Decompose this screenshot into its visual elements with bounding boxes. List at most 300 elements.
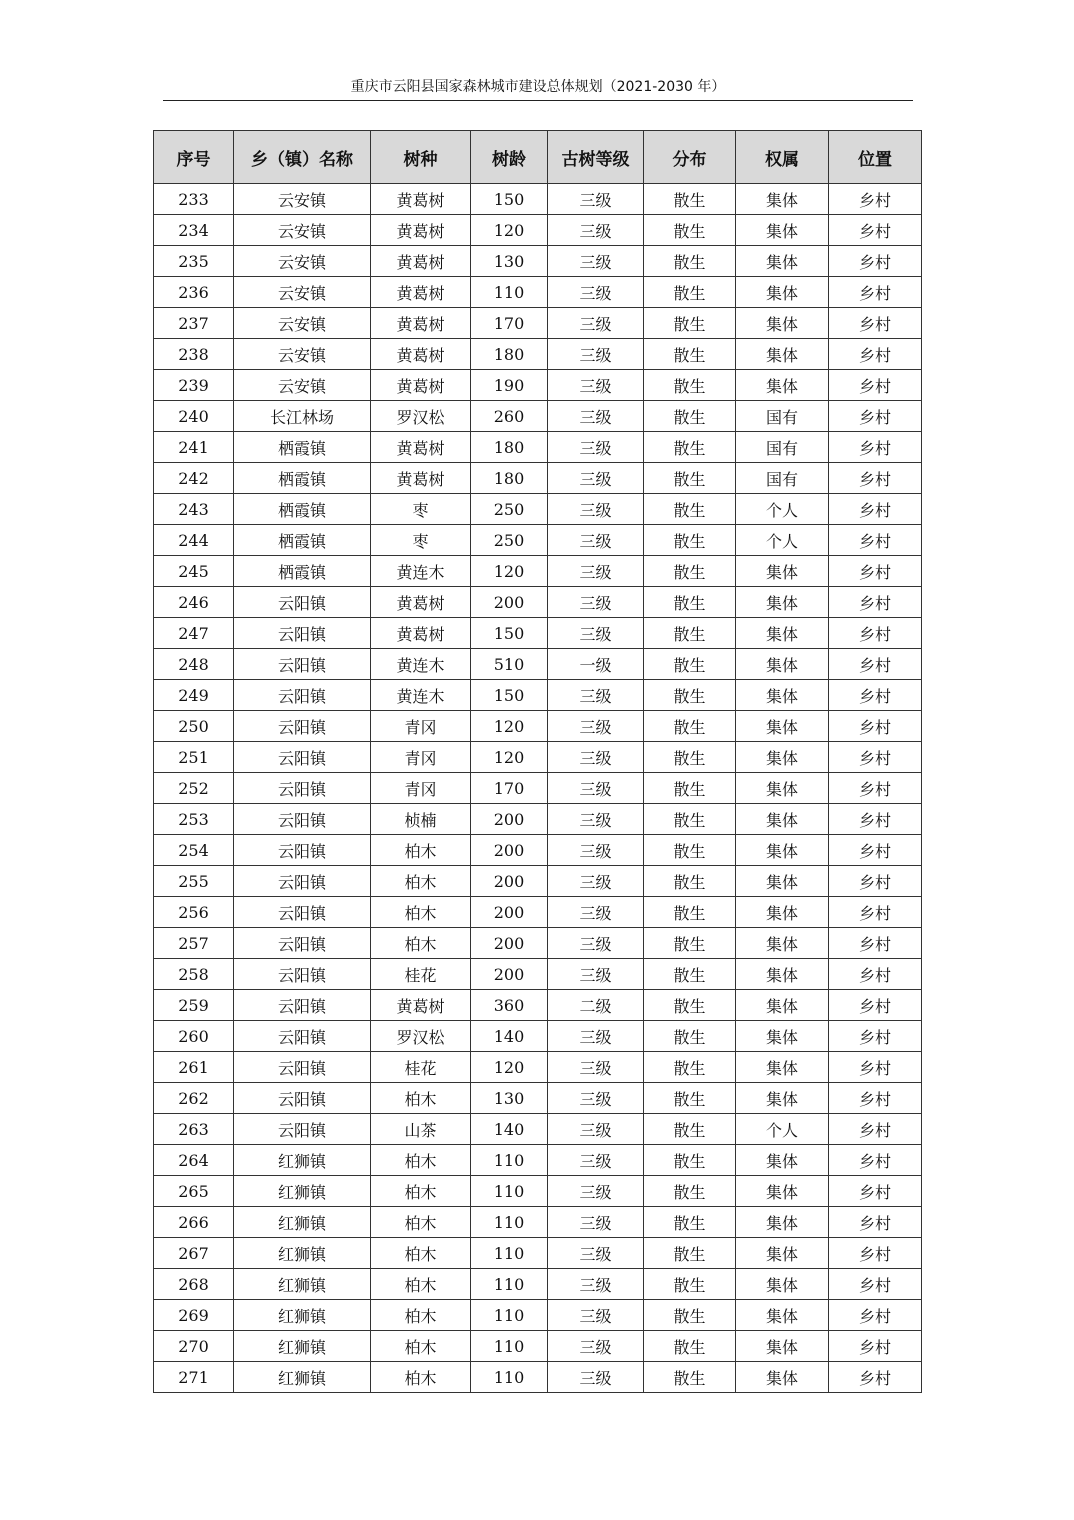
cell-index: 251 [154, 742, 234, 773]
table-row [154, 277, 922, 308]
cell-grade: 三级 [548, 432, 644, 463]
cell-age: 200 [471, 587, 548, 618]
cell-ownership: 集体 [736, 1238, 829, 1269]
cell-age: 190 [471, 370, 548, 401]
cell-species: 柏木 [371, 1207, 471, 1238]
cell-town: 云阳镇 [234, 835, 371, 866]
cell-town: 云阳镇 [234, 959, 371, 990]
cell-town: 云安镇 [234, 246, 371, 277]
cell-ownership: 集体 [736, 742, 829, 773]
cell-ownership: 集体 [736, 680, 829, 711]
cell-ownership: 集体 [736, 184, 829, 215]
ancient-trees-table [153, 130, 922, 1393]
cell-index: 259 [154, 990, 234, 1021]
cell-distribution: 散生 [644, 1114, 736, 1145]
cell-grade: 三级 [548, 866, 644, 897]
cell-town: 红狮镇 [234, 1269, 371, 1300]
cell-index: 242 [154, 463, 234, 494]
cell-species: 黄连木 [371, 680, 471, 711]
cell-location: 乡村 [829, 463, 922, 494]
cell-location: 乡村 [829, 1207, 922, 1238]
cell-index: 271 [154, 1362, 234, 1393]
table-row [154, 1052, 922, 1083]
column-header-distribution: 分布 [644, 131, 736, 184]
table-row [154, 959, 922, 990]
table-row [154, 556, 922, 587]
cell-distribution: 散生 [644, 339, 736, 370]
cell-grade: 三级 [548, 1114, 644, 1145]
cell-location: 乡村 [829, 990, 922, 1021]
cell-town: 红狮镇 [234, 1331, 371, 1362]
cell-index: 244 [154, 525, 234, 556]
table-row [154, 308, 922, 339]
column-header-ownership: 权属 [736, 131, 829, 184]
cell-town: 云阳镇 [234, 866, 371, 897]
cell-species: 桢楠 [371, 804, 471, 835]
cell-grade: 三级 [548, 525, 644, 556]
cell-ownership: 集体 [736, 1269, 829, 1300]
cell-species: 黄葛树 [371, 463, 471, 494]
cell-distribution: 散生 [644, 370, 736, 401]
cell-grade: 三级 [548, 897, 644, 928]
cell-location: 乡村 [829, 618, 922, 649]
cell-species: 柏木 [371, 1300, 471, 1331]
cell-distribution: 散生 [644, 1331, 736, 1362]
cell-ownership: 个人 [736, 525, 829, 556]
cell-grade: 三级 [548, 711, 644, 742]
table-row [154, 1176, 922, 1207]
cell-town: 云阳镇 [234, 711, 371, 742]
table-row [154, 649, 922, 680]
cell-distribution: 散生 [644, 866, 736, 897]
cell-grade: 三级 [548, 1145, 644, 1176]
table-row [154, 184, 922, 215]
cell-species: 柏木 [371, 1269, 471, 1300]
cell-age: 110 [471, 1145, 548, 1176]
cell-location: 乡村 [829, 773, 922, 804]
cell-age: 180 [471, 339, 548, 370]
cell-grade: 三级 [548, 742, 644, 773]
cell-species: 青冈 [371, 711, 471, 742]
cell-ownership: 集体 [736, 370, 829, 401]
cell-town: 红狮镇 [234, 1145, 371, 1176]
cell-species: 柏木 [371, 866, 471, 897]
cell-distribution: 散生 [644, 773, 736, 804]
cell-distribution: 散生 [644, 401, 736, 432]
column-header-age: 树龄 [471, 131, 548, 184]
table-row [154, 370, 922, 401]
cell-town: 红狮镇 [234, 1238, 371, 1269]
cell-grade: 三级 [548, 494, 644, 525]
cell-location: 乡村 [829, 308, 922, 339]
table-row [154, 215, 922, 246]
cell-ownership: 集体 [736, 246, 829, 277]
cell-location: 乡村 [829, 1362, 922, 1393]
cell-grade: 三级 [548, 928, 644, 959]
cell-town: 云阳镇 [234, 897, 371, 928]
column-header-grade: 古树等级 [548, 131, 644, 184]
cell-location: 乡村 [829, 1176, 922, 1207]
table-row [154, 804, 922, 835]
cell-distribution: 散生 [644, 618, 736, 649]
cell-index: 256 [154, 897, 234, 928]
cell-ownership: 集体 [736, 990, 829, 1021]
cell-age: 170 [471, 308, 548, 339]
cell-age: 130 [471, 1083, 548, 1114]
cell-distribution: 散生 [644, 494, 736, 525]
cell-age: 150 [471, 680, 548, 711]
cell-town: 云阳镇 [234, 1052, 371, 1083]
cell-location: 乡村 [829, 1145, 922, 1176]
cell-index: 248 [154, 649, 234, 680]
table-row [154, 463, 922, 494]
table-body [154, 184, 922, 1393]
cell-ownership: 集体 [736, 897, 829, 928]
cell-ownership: 集体 [736, 215, 829, 246]
cell-town: 红狮镇 [234, 1207, 371, 1238]
cell-index: 260 [154, 1021, 234, 1052]
cell-age: 180 [471, 432, 548, 463]
cell-location: 乡村 [829, 556, 922, 587]
cell-distribution: 散生 [644, 525, 736, 556]
cell-ownership: 集体 [736, 773, 829, 804]
cell-index: 241 [154, 432, 234, 463]
cell-grade: 三级 [548, 1052, 644, 1083]
cell-distribution: 散生 [644, 184, 736, 215]
table-row [154, 1207, 922, 1238]
cell-index: 263 [154, 1114, 234, 1145]
cell-location: 乡村 [829, 339, 922, 370]
cell-ownership: 集体 [736, 1021, 829, 1052]
cell-ownership: 集体 [736, 1083, 829, 1114]
cell-age: 200 [471, 835, 548, 866]
cell-distribution: 散生 [644, 1362, 736, 1393]
cell-town: 云阳镇 [234, 1021, 371, 1052]
cell-distribution: 散生 [644, 1238, 736, 1269]
cell-index: 236 [154, 277, 234, 308]
cell-grade: 二级 [548, 990, 644, 1021]
cell-grade: 三级 [548, 804, 644, 835]
cell-species: 黄连木 [371, 649, 471, 680]
cell-index: 257 [154, 928, 234, 959]
table-row [154, 1362, 922, 1393]
cell-location: 乡村 [829, 959, 922, 990]
page-header-title: 重庆市云阳县国家森林城市建设总体规划（2021-2030 年） [163, 76, 913, 101]
cell-distribution: 散生 [644, 277, 736, 308]
cell-age: 200 [471, 928, 548, 959]
cell-grade: 三级 [548, 1083, 644, 1114]
cell-ownership: 集体 [736, 1331, 829, 1362]
cell-ownership: 集体 [736, 1362, 829, 1393]
cell-grade: 三级 [548, 308, 644, 339]
cell-age: 110 [471, 1238, 548, 1269]
cell-species: 青冈 [371, 773, 471, 804]
cell-index: 270 [154, 1331, 234, 1362]
cell-distribution: 散生 [644, 308, 736, 339]
cell-species: 柏木 [371, 897, 471, 928]
cell-town: 云阳镇 [234, 742, 371, 773]
cell-age: 140 [471, 1021, 548, 1052]
table-row [154, 618, 922, 649]
cell-index: 264 [154, 1145, 234, 1176]
cell-distribution: 散生 [644, 1145, 736, 1176]
cell-species: 罗汉松 [371, 401, 471, 432]
cell-grade: 三级 [548, 277, 644, 308]
cell-species: 柏木 [371, 1145, 471, 1176]
cell-ownership: 集体 [736, 866, 829, 897]
cell-age: 110 [471, 1269, 548, 1300]
cell-distribution: 散生 [644, 711, 736, 742]
table-row [154, 1021, 922, 1052]
table-row [154, 711, 922, 742]
cell-town: 云阳镇 [234, 618, 371, 649]
cell-distribution: 散生 [644, 959, 736, 990]
cell-town: 云安镇 [234, 339, 371, 370]
cell-index: 234 [154, 215, 234, 246]
cell-grade: 三级 [548, 680, 644, 711]
table-row [154, 1300, 922, 1331]
cell-age: 110 [471, 1331, 548, 1362]
cell-ownership: 集体 [736, 928, 829, 959]
table-row [154, 1145, 922, 1176]
cell-town: 红狮镇 [234, 1176, 371, 1207]
cell-index: 235 [154, 246, 234, 277]
cell-index: 237 [154, 308, 234, 339]
cell-ownership: 集体 [736, 1052, 829, 1083]
cell-age: 130 [471, 246, 548, 277]
cell-town: 云安镇 [234, 277, 371, 308]
cell-location: 乡村 [829, 432, 922, 463]
cell-town: 云阳镇 [234, 773, 371, 804]
cell-species: 黄葛树 [371, 184, 471, 215]
cell-index: 252 [154, 773, 234, 804]
cell-town: 栖霞镇 [234, 494, 371, 525]
cell-distribution: 散生 [644, 835, 736, 866]
cell-index: 262 [154, 1083, 234, 1114]
cell-index: 258 [154, 959, 234, 990]
cell-species: 桂花 [371, 959, 471, 990]
cell-age: 120 [471, 742, 548, 773]
cell-grade: 三级 [548, 959, 644, 990]
table-row [154, 494, 922, 525]
table-row [154, 928, 922, 959]
cell-distribution: 散生 [644, 463, 736, 494]
cell-age: 200 [471, 959, 548, 990]
cell-age: 170 [471, 773, 548, 804]
table-row [154, 1083, 922, 1114]
cell-ownership: 集体 [736, 711, 829, 742]
cell-species: 枣 [371, 525, 471, 556]
cell-location: 乡村 [829, 1114, 922, 1145]
cell-index: 267 [154, 1238, 234, 1269]
table-row [154, 246, 922, 277]
cell-town: 云安镇 [234, 308, 371, 339]
cell-index: 247 [154, 618, 234, 649]
column-header-town: 乡（镇）名称 [234, 131, 371, 184]
cell-location: 乡村 [829, 680, 922, 711]
cell-index: 246 [154, 587, 234, 618]
table-row [154, 990, 922, 1021]
cell-species: 山茶 [371, 1114, 471, 1145]
cell-age: 200 [471, 866, 548, 897]
cell-town: 云安镇 [234, 370, 371, 401]
cell-town: 栖霞镇 [234, 432, 371, 463]
table-row [154, 339, 922, 370]
cell-distribution: 散生 [644, 742, 736, 773]
cell-distribution: 散生 [644, 1207, 736, 1238]
cell-grade: 三级 [548, 184, 644, 215]
cell-species: 枣 [371, 494, 471, 525]
cell-distribution: 散生 [644, 587, 736, 618]
cell-species: 黄葛树 [371, 432, 471, 463]
cell-distribution: 散生 [644, 1269, 736, 1300]
cell-age: 110 [471, 1300, 548, 1331]
cell-grade: 三级 [548, 339, 644, 370]
table-row [154, 897, 922, 928]
cell-distribution: 散生 [644, 897, 736, 928]
cell-age: 110 [471, 1176, 548, 1207]
cell-age: 110 [471, 1362, 548, 1393]
cell-species: 柏木 [371, 1362, 471, 1393]
cell-index: 266 [154, 1207, 234, 1238]
cell-species: 黄葛树 [371, 370, 471, 401]
cell-index: 253 [154, 804, 234, 835]
table-row [154, 835, 922, 866]
cell-species: 柏木 [371, 1331, 471, 1362]
cell-location: 乡村 [829, 1331, 922, 1362]
cell-index: 261 [154, 1052, 234, 1083]
cell-ownership: 集体 [736, 308, 829, 339]
cell-index: 239 [154, 370, 234, 401]
cell-grade: 三级 [548, 1176, 644, 1207]
cell-age: 120 [471, 556, 548, 587]
cell-ownership: 集体 [736, 1145, 829, 1176]
table-row [154, 1238, 922, 1269]
cell-grade: 三级 [548, 1207, 644, 1238]
cell-age: 510 [471, 649, 548, 680]
cell-index: 269 [154, 1300, 234, 1331]
cell-location: 乡村 [829, 649, 922, 680]
cell-location: 乡村 [829, 215, 922, 246]
cell-age: 200 [471, 804, 548, 835]
cell-distribution: 散生 [644, 1083, 736, 1114]
cell-grade: 三级 [548, 587, 644, 618]
cell-location: 乡村 [829, 1269, 922, 1300]
table-row [154, 1331, 922, 1362]
column-header-location: 位置 [829, 131, 922, 184]
cell-location: 乡村 [829, 804, 922, 835]
cell-age: 260 [471, 401, 548, 432]
cell-location: 乡村 [829, 525, 922, 556]
cell-age: 120 [471, 215, 548, 246]
cell-distribution: 散生 [644, 556, 736, 587]
cell-age: 360 [471, 990, 548, 1021]
cell-distribution: 散生 [644, 804, 736, 835]
cell-town: 云阳镇 [234, 1083, 371, 1114]
cell-index: 265 [154, 1176, 234, 1207]
cell-age: 250 [471, 494, 548, 525]
cell-town: 云安镇 [234, 215, 371, 246]
cell-index: 249 [154, 680, 234, 711]
cell-index: 240 [154, 401, 234, 432]
cell-ownership: 集体 [736, 1176, 829, 1207]
cell-distribution: 散生 [644, 649, 736, 680]
cell-town: 云阳镇 [234, 649, 371, 680]
cell-ownership: 个人 [736, 1114, 829, 1145]
table-row [154, 1114, 922, 1145]
cell-town: 红狮镇 [234, 1300, 371, 1331]
cell-distribution: 散生 [644, 928, 736, 959]
cell-grade: 三级 [548, 556, 644, 587]
cell-distribution: 散生 [644, 246, 736, 277]
column-header-species: 树种 [371, 131, 471, 184]
cell-ownership: 集体 [736, 649, 829, 680]
cell-town: 云阳镇 [234, 587, 371, 618]
cell-town: 云阳镇 [234, 804, 371, 835]
table-row [154, 680, 922, 711]
cell-species: 柏木 [371, 835, 471, 866]
cell-ownership: 集体 [736, 959, 829, 990]
cell-index: 233 [154, 184, 234, 215]
cell-distribution: 散生 [644, 1021, 736, 1052]
cell-location: 乡村 [829, 835, 922, 866]
cell-distribution: 散生 [644, 215, 736, 246]
cell-species: 桂花 [371, 1052, 471, 1083]
cell-species: 柏木 [371, 928, 471, 959]
cell-location: 乡村 [829, 711, 922, 742]
cell-location: 乡村 [829, 1021, 922, 1052]
cell-age: 150 [471, 184, 548, 215]
cell-index: 255 [154, 866, 234, 897]
cell-species: 柏木 [371, 1238, 471, 1269]
cell-distribution: 散生 [644, 1052, 736, 1083]
cell-location: 乡村 [829, 370, 922, 401]
cell-grade: 三级 [548, 1331, 644, 1362]
cell-age: 200 [471, 897, 548, 928]
cell-index: 268 [154, 1269, 234, 1300]
cell-ownership: 集体 [736, 277, 829, 308]
cell-age: 140 [471, 1114, 548, 1145]
column-header-index: 序号 [154, 131, 234, 184]
cell-ownership: 个人 [736, 494, 829, 525]
table-row [154, 866, 922, 897]
cell-grade: 一级 [548, 649, 644, 680]
cell-ownership: 集体 [736, 835, 829, 866]
table-header-row [154, 131, 922, 184]
cell-age: 110 [471, 277, 548, 308]
cell-location: 乡村 [829, 1083, 922, 1114]
table-row [154, 1269, 922, 1300]
cell-location: 乡村 [829, 1052, 922, 1083]
cell-grade: 三级 [548, 1362, 644, 1393]
cell-ownership: 集体 [736, 339, 829, 370]
cell-species: 柏木 [371, 1176, 471, 1207]
cell-index: 254 [154, 835, 234, 866]
cell-location: 乡村 [829, 184, 922, 215]
cell-species: 黄葛树 [371, 308, 471, 339]
cell-grade: 三级 [548, 618, 644, 649]
cell-ownership: 集体 [736, 618, 829, 649]
cell-index: 250 [154, 711, 234, 742]
cell-index: 243 [154, 494, 234, 525]
cell-grade: 三级 [548, 1269, 644, 1300]
cell-location: 乡村 [829, 277, 922, 308]
cell-distribution: 散生 [644, 1176, 736, 1207]
cell-town: 栖霞镇 [234, 556, 371, 587]
cell-town: 红狮镇 [234, 1362, 371, 1393]
cell-ownership: 集体 [736, 556, 829, 587]
cell-age: 110 [471, 1207, 548, 1238]
